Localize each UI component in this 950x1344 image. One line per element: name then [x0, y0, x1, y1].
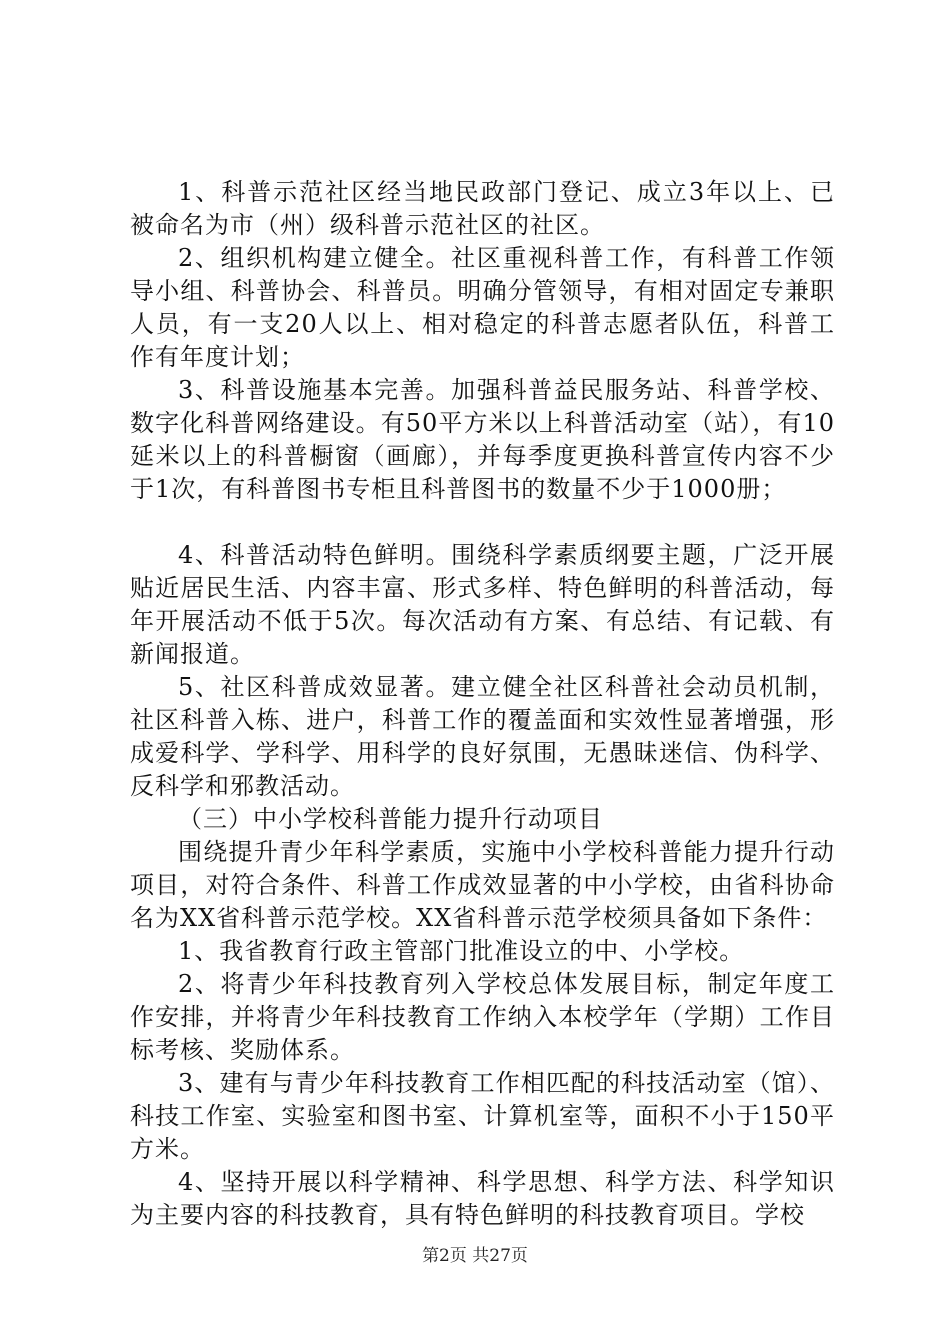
paragraph-community-3: 3、科普设施基本完善。加强科普益民服务站、科普学校、数字化科普网络建设。有50平方米以上科普活动室（站），有10延米以上的科普橱窗（画廊），并每季度更换科普宣传内容不少于1次，有科普图书专柜且科普图书的数量不少于1000册；: [130, 376, 835, 503]
paragraph-school-4: 4、坚持开展以科学精神、科学思想、科学方法、科学知识为主要内容的科技教育，具有特色鲜明的科技教育项目。学校: [130, 1168, 835, 1229]
paragraph-school-2: 2、将青少年科技教育列入学校总体发展目标，制定年度工作安排，并将青少年科技教育工作纳入本校学年（学期）工作目标考核、奖励体系。: [130, 970, 835, 1064]
paragraph-school-intro: 围绕提升青少年科学素质，实施中小学校科普能力提升行动项目，对符合条件、科普工作成效显著的中小学校，由省科协命名为XX省科普示范学校。XX省科普示范学校须具备如下条件：: [130, 838, 835, 932]
paragraph-community-1: 1、科普示范社区经当地民政部门登记、成立3年以上、已被命名为市（州）级科普示范社区的社区。: [130, 178, 835, 239]
section-heading: （三）中小学校科普能力提升行动项目: [178, 805, 603, 833]
page-number-footer: 第2页 共27页: [422, 1246, 528, 1266]
paragraph-community-4: 4、科普活动特色鲜明。围绕科学素质纲要主题，广泛开展贴近居民生活、内容丰富、形式多样、特色鲜明的科普活动，每年开展活动不低于5次。每次活动有方案、有总结、有记载、有新闻报道。: [130, 541, 835, 668]
paragraph-school-1: 1、我省教育行政主管部门批准设立的中、小学校。: [178, 937, 745, 965]
document-body: [130, 176, 835, 1232]
paragraph-school-3: 3、建有与青少年科技教育工作相匹配的科技活动室（馆）、科技工作室、实验室和图书室、计算机室等，面积不小于150平方米。: [130, 1069, 835, 1163]
paragraph-community-2: 2、组织机构建立健全。社区重视科普工作，有科普工作领导小组、科普协会、科普员。明确分管领导，有相对固定专兼职人员，有一支20人以上、相对稳定的科普志愿者队伍，科普工作有年度计划；: [130, 244, 835, 371]
paragraph-community-5: 5、社区科普成效显著。建立健全社区科普社会动员机制，社区科普入栋、进户，科普工作的覆盖面和实效性显著增强，形成爱科学、学科学、用科学的良好氛围，无愚昧迷信、伪科学、反科学和邪教活动。: [130, 673, 835, 800]
